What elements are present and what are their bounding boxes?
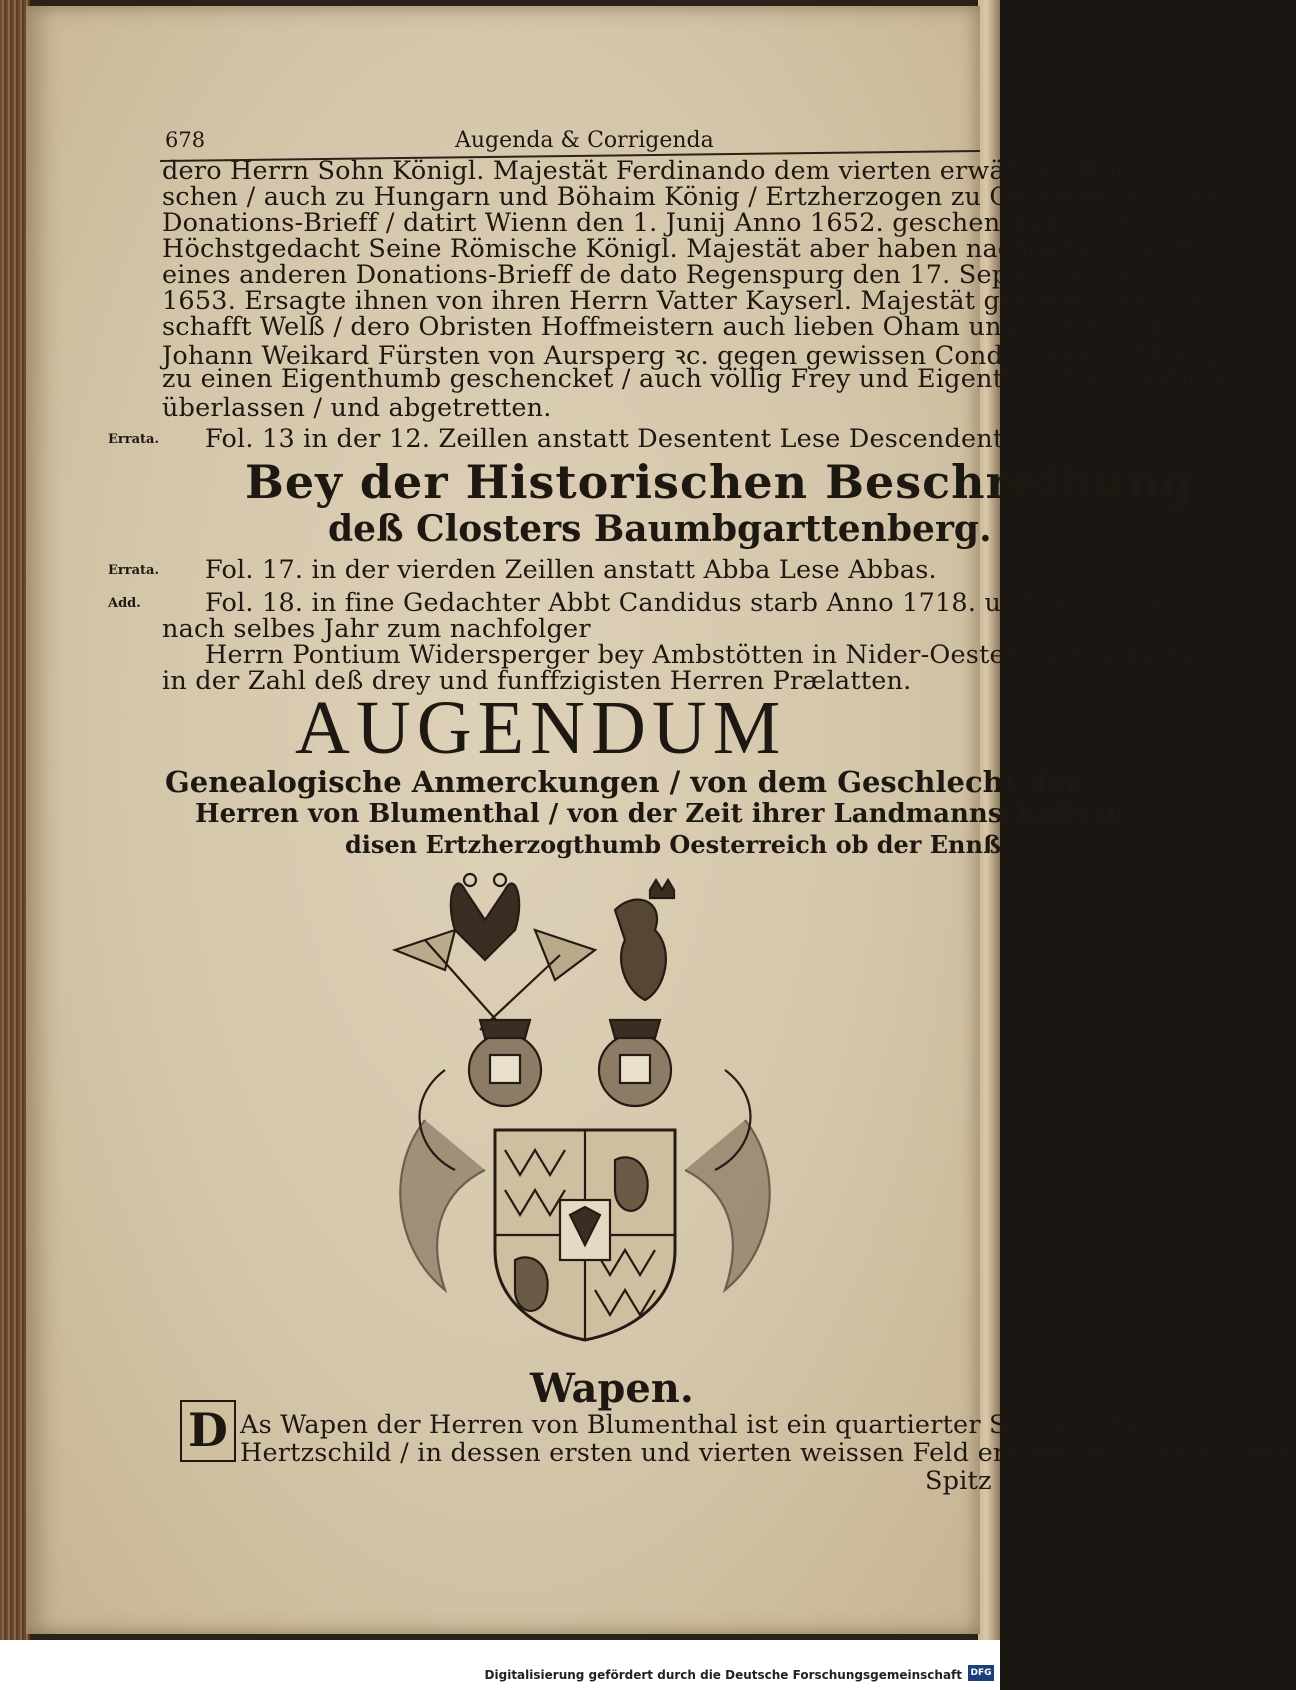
section-heading-line2: deß Closters Baumbgarttenberg. bbox=[328, 508, 992, 550]
body-line: zu einen Eigenthumb geschencket / auch völlig Frey und Eigenthumblich cedieret / bbox=[162, 364, 1259, 394]
body-line: eines anderen Donations-Brieff de dato Regenspurg den 17. September Anno bbox=[162, 260, 1179, 290]
errata-margin-label: Errata. bbox=[108, 432, 159, 447]
digitization-footer bbox=[0, 1640, 1000, 1690]
wapen-line: Hertzschild / in dessen ersten und vierten weissen Feld erscheinen drey auf den bbox=[240, 1438, 1296, 1468]
errata-margin-label: Errata. bbox=[108, 563, 159, 578]
wapen-line: Spitz bbox=[925, 1466, 992, 1496]
body-line: schafft Welß / dero Obristen Hoffmeistern auch lieben Oham und Fürsten Herrn bbox=[162, 312, 1217, 342]
footer-credit: Digitalisierung gefördert durch die Deutsche Forschungsgemeinschaft bbox=[484, 1668, 962, 1682]
addendum-line: in der Zahl deß drey und funffzigisten Herren Prælatten. bbox=[162, 666, 912, 696]
addendum-margin-label: Add. bbox=[108, 596, 141, 611]
body-line: dero Herrn Sohn Königl. Majestät Ferdinando dem vierten erwählten Römi- bbox=[162, 156, 1158, 186]
augendum-subtitle: Genealogische Anmerckungen / von dem Geschlecht der bbox=[165, 765, 1082, 799]
body-line: Höchstgedacht Seine Römische Königl. Majestät aber haben nachgehend lauth bbox=[162, 234, 1202, 264]
coat-of-arms-engraving bbox=[385, 870, 785, 1350]
body-line: 1653. Ersagte ihnen von ihren Herrn Vatter Kayserl. Majestät geschenckte Graf- bbox=[162, 286, 1222, 316]
body-line: überlassen / und abgetretten. bbox=[162, 393, 552, 423]
body-line: Donations-Brieff / datirt Wienn den 1. Junij Anno 1652. geschencket. Erst bbox=[162, 208, 1128, 238]
augendum-subtitle: Herren von Blumenthal / von der Zeit ihrer Landmannschafft in bbox=[195, 799, 1126, 829]
addendum-line: Fol. 18. in fine Gedachter Abbt Candidus starb Anno 1718. und bekamme bbox=[205, 588, 1170, 618]
drop-cap: D bbox=[180, 1400, 236, 1462]
dfg-logo: DFG bbox=[968, 1665, 994, 1681]
augendum-subtitle: disen Ertzherzogthumb Oesterreich ob der Ennß. bbox=[345, 830, 1010, 859]
section-heading-line1: Bey der Historischen Beschreibung bbox=[245, 455, 1195, 509]
body-line: schen / auch zu Hungarn und Böhaim König / Ertzherzogen zu Oesterreich lauth bbox=[162, 182, 1221, 212]
body-line: Johann Weikard Fürsten von Aursperg ꝛc. gegen gewissen Conditionen auf Ewig bbox=[162, 341, 1219, 371]
addendum-line: nach selbes Jahr zum nachfolger bbox=[162, 614, 591, 644]
wapen-line: As Wapen der Herren von Blumenthal ist ein quartierter Schild mit einem bbox=[240, 1410, 1211, 1440]
running-header: Augenda & Corrigenda bbox=[455, 128, 714, 153]
errata-entry: Fol. 13 in der 12. Zeillen anstatt Desentent Lese Descendenten bbox=[205, 424, 1036, 454]
augendum-title: AUGENDUM bbox=[295, 686, 787, 770]
addendum-line: Herrn Pontium Widersperger bey Ambstötten in Nider-Oesterreich gebürtig / bbox=[205, 640, 1223, 670]
page-number: 678 bbox=[165, 128, 206, 152]
wapen-heading: Wapen. bbox=[530, 1365, 694, 1412]
errata-entry: Fol. 17. in der vierden Zeillen anstatt Abba Lese Abbas. bbox=[205, 555, 937, 585]
